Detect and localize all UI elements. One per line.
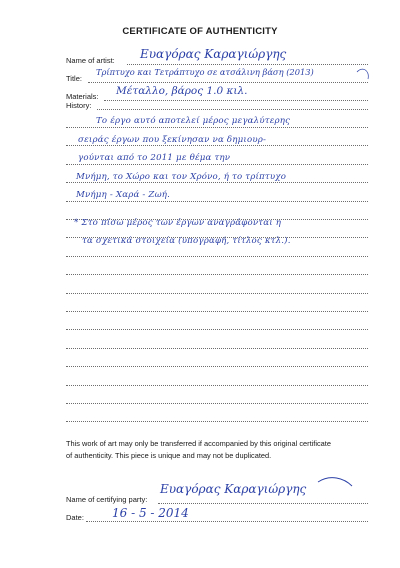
date-label: Date: [66, 513, 84, 522]
history-line: Το έργο αυτό αποτελεί μέρος μεγαλύτερης [96, 116, 291, 126]
history-label: History: [66, 101, 92, 110]
history-line: σειράς έργων που ξεκίνησαν να δημιουρ- [78, 135, 267, 145]
artist-value: Ευαγόρας Καραγιώργης [140, 47, 287, 61]
title-label: Title: [66, 74, 82, 83]
date-value: 16 - 5 - 2014 [112, 506, 189, 520]
certifying-party-signature: Ευαγόρας Καραγιώργης [160, 482, 307, 496]
history-line: Μνήμη - Χαρά - Ζωή. [76, 190, 171, 200]
history-line: Μνήμη, το Χώρο και τον Χρόνο, ή το τρίπτυχο [76, 172, 287, 182]
transfer-statement-line: of authenticity. This piece is unique and may not be duplicated. [66, 450, 272, 460]
materials-value: Μέταλλο, βάρος 1.0 κιλ. [116, 85, 248, 97]
history-note-line: τα σχετικά στοιχεία (υπογραφή, τίτλος κτλ.). [82, 236, 291, 246]
history-line: γούνται από το 2011 με θέμα την [78, 153, 231, 163]
certifying-party-label: Name of certifying party: [66, 495, 148, 504]
history-note-line: * Στο πίσω μέρος των έργων αναγράφονται η [74, 218, 282, 228]
transfer-statement-line: This work of art may only be transferred if accompanied by this original certificate [66, 439, 331, 448]
artist-label: Name of artist: [66, 56, 115, 65]
title-value: Τρίπτυχο και Τετράπτυχο σε ατσάλινη βάση (2013) [96, 67, 314, 77]
materials-label: Materials: [66, 92, 99, 101]
certificate-title: CERTIFICATE OF AUTHENTICITY [122, 26, 278, 37]
